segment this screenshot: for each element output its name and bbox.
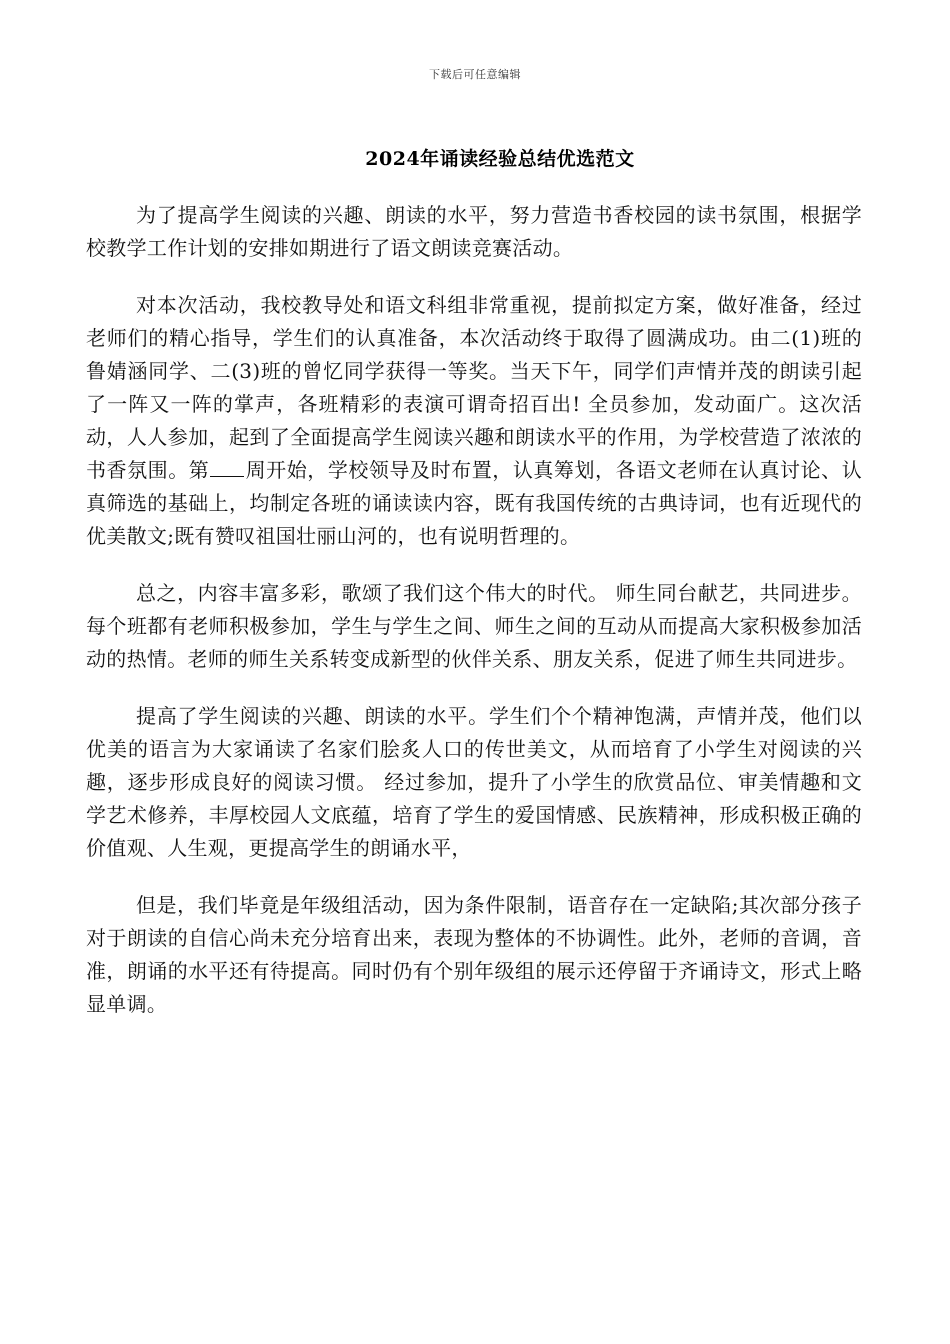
document-title: 2024年诵读经验总结优选范文 — [365, 148, 635, 170]
paragraph-3: 总之，内容丰富多彩，歌颂了我们这个伟大的时代。 师生同台献艺，共同进步。每个班都有老师积极参加，学生与学生之间、师生之间的互动从而提高大家积极参加活动的热情。老师的师生关系转变成新型的伙伴关系、朋友关系，促进了师生共同进步。 — [86, 581, 862, 671]
paragraph-2 — [86, 289, 862, 553]
document-body — [86, 199, 862, 1045]
paragraph-1: 为了提高学生阅读的兴趣、朗读的水平，努力营造书香校园的读书氛围，根据学校教学工作计划的安排如期进行了语文朗读竞赛活动。 — [86, 203, 862, 260]
paragraph-2-text-b: 周开始，学校领导及时布置，认真筹划，各语文老师在认真讨论、认真筛选的基础上，均制定各班的诵读读内容，既有我国传统的古典诗词，也有近现代的优美散文;既有赞叹祖国壮丽山河的，也有说明哲理的。 — [86, 458, 862, 548]
paragraph-2-text-a: 对本次活动，我校教导处和语文科组非常重视，提前拟定方案，做好准备，经过老师们的精心指导，学生们的认真准备，本次活动终于取得了圆满成功。由二(1)班的鲁婧涵同学、二(3)班的曾忆同学获得一等奖。当天下午，同学们声情并茂的朗读引起了一阵又一阵的掌声，各班精彩的表演可谓奇招百出! 全员参加，发动面广。这次活动，人人参加，起到了全面提高学生阅读兴趣和朗读水平的作用，为学校营造了浓浓的书香氛围。第 — [86, 293, 862, 482]
paragraph-4: 提高了学生阅读的兴趣、朗读的水平。学生们个个精神饱满，声情并茂，他们以优美的语言为大家诵读了名家们脍炙人口的传世美文，从而培育了小学生对阅读的兴趣，逐步形成良好的阅读习惯。 经过参加，提升了小学生的欣赏品位、审美情趣和文学艺术修养，丰厚校园人文底蕴，培育了学生的爱国情感、民族精神，形成积极正确的价值观、人生观，更提高学生的朗诵水平， — [86, 704, 862, 860]
fill-in-blank — [210, 454, 244, 477]
paragraph-5: 但是，我们毕竟是年级组活动，因为条件限制，语音存在一定缺陷;其次部分孩子对于朗读的自信心尚未充分培育出来，表现为整体的不协调性。此外，老师的音调，音准，朗诵的水平还有待提高。同时仍有个别年级组的展示还停留于齐诵诗文，形式上略显单调。 — [86, 893, 862, 1016]
header-note: 下载后可任意编辑 — [429, 68, 521, 81]
